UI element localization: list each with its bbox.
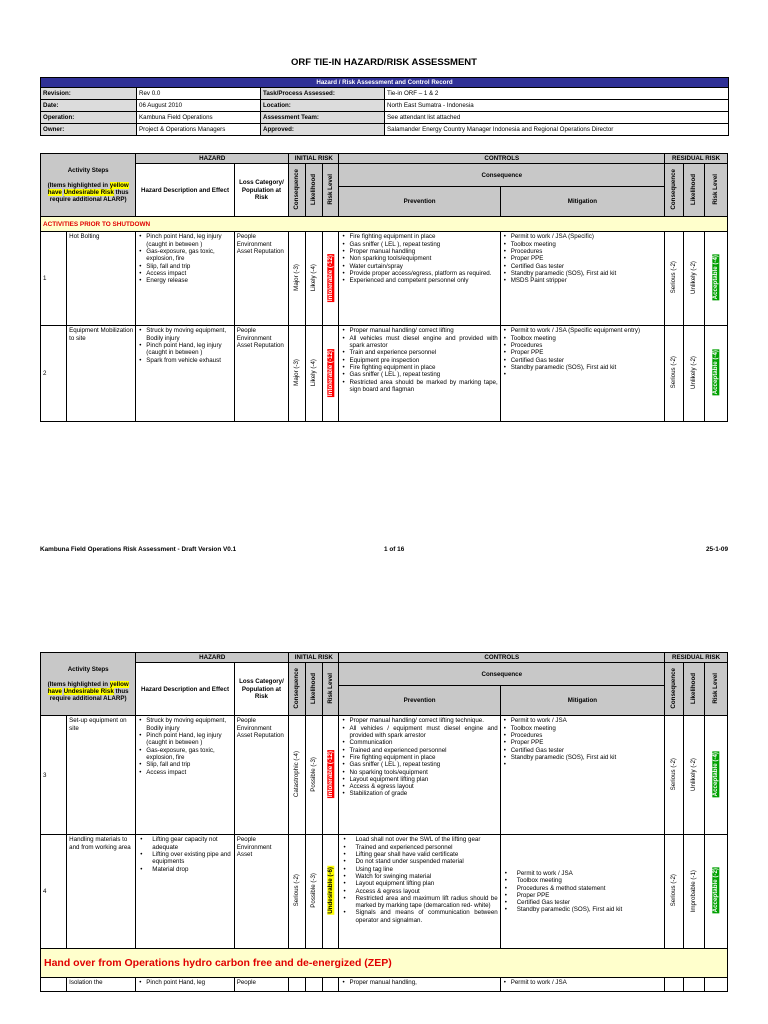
- initial-risk-level: Intolerable (-12): [326, 254, 334, 301]
- bullet-item: • Experienced and competent personnel only: [349, 277, 497, 284]
- residual-risk-header: RESIDUAL RISK: [665, 653, 728, 663]
- initial-likelihood: Possible (-3): [310, 756, 318, 792]
- bullet-item: • Using tag line: [355, 866, 497, 873]
- step-number: 2: [41, 326, 67, 422]
- hazard-description: [136, 716, 234, 835]
- bullet-item: • Certified Gas tester: [517, 899, 662, 906]
- bullet-item: • Non sparking tools/equipment: [349, 255, 497, 262]
- footer-date: 25-1-09: [705, 546, 728, 553]
- bullet-item: • Stabilization of grade: [349, 790, 497, 797]
- initial-risk-level: Intolerable (-12): [326, 751, 334, 798]
- bullet-item: • Gas sniffer ( LEL ), repeat testing: [349, 241, 497, 248]
- mitigation-controls: [500, 716, 664, 835]
- residual-likelihood: Improbable (-1): [690, 869, 698, 912]
- residual-likelihood: Unlikely (-2): [690, 757, 698, 791]
- bullet-item: • Gas-exposure, gas toxic, explosion, fire: [146, 248, 231, 263]
- prevention-controls: [339, 835, 500, 949]
- record-value: Project & Operations Managers: [137, 124, 261, 136]
- hazard-header: HAZARD: [136, 154, 289, 164]
- bullet-item: • Trained and experienced personnel: [355, 844, 497, 851]
- initial-consequence: Major (-3): [293, 264, 301, 292]
- footer-page-number: 1 of 16: [384, 546, 405, 553]
- bullet-item: • Train and experience personnel: [349, 349, 497, 356]
- bullet-item: • Fire fighting equipment in place: [349, 754, 497, 761]
- bullet-item: • All vehicles / equipment must diesel engine and provided with spark arrestor: [349, 725, 497, 740]
- controls-header: CONTROLS: [339, 653, 665, 663]
- bullet-item: • Watch for swinging material: [355, 873, 497, 880]
- mitigation-header: Mitigation: [500, 187, 664, 217]
- bullet-item: • No sparking tools/equipment: [349, 769, 497, 776]
- residual-risk-level: Acceptable (-4): [712, 350, 720, 395]
- bullet-item: • Proper PPE: [511, 739, 662, 746]
- prevention-controls: [339, 232, 500, 326]
- bullet-item: • Certified Gas tester: [511, 747, 662, 754]
- residual-risk-level: Acceptable (-4): [712, 255, 720, 300]
- bullet-item: • Layout equipment lifting plan: [349, 776, 497, 783]
- step-number: 1: [41, 232, 67, 326]
- consequence-col-header: Consequence: [293, 667, 301, 709]
- bullet-item: • Signals and means of communication between operator and signalman.: [355, 909, 497, 924]
- bullet-item: • Toolbox meeting: [517, 877, 662, 884]
- bullet-item: • Permit to work / JSA: [517, 870, 662, 877]
- bullet-item: • Access impact: [146, 270, 231, 277]
- bullet-item: • Fire fighting equipment in place: [349, 364, 497, 371]
- record-table: [40, 77, 729, 136]
- prevention-header: Prevention: [339, 686, 500, 716]
- record-value: Kambuna Field Operations: [137, 112, 261, 124]
- consequence-header: Consequence: [339, 663, 665, 686]
- bullet-item: • Proper manual handling/ correct lifting technique.: [349, 717, 497, 724]
- residual-risk-level-col-header: Risk Level: [712, 173, 720, 205]
- bullet-item: • Gas sniffer ( LEL ), repeat testing: [349, 761, 497, 768]
- bullet-item: • Standby paramedic (SOS), First aid kit: [511, 754, 662, 761]
- bullet-item: • Do not stand under suspended material: [355, 858, 497, 865]
- activity-step: Equipment Mobilization to site: [67, 326, 136, 422]
- loss-category-header: Loss Category/ Population at Risk: [234, 663, 288, 716]
- record-value: Salamander Energy Country Manager Indonesia and Regional Operations Director: [385, 124, 729, 136]
- residual-risk-level: Acceptable (-4): [712, 751, 720, 797]
- bullet-item: • Certified Gas tester: [511, 357, 662, 364]
- bullet-item: • Permit to work / JSA (Specific equipment entry): [511, 327, 662, 334]
- bullet-item: • Certified Gas tester: [511, 263, 662, 270]
- controls-header: CONTROLS: [339, 154, 665, 164]
- hazard-description-header: Hazard Description and Effect: [136, 663, 234, 716]
- record-label: Assessment Team:: [261, 112, 385, 124]
- loss-category-header: Loss Category/ Population at Risk: [234, 164, 288, 217]
- record-header: Hazard / Risk Assessment and Control Record: [41, 78, 729, 88]
- risk-level-col-header: Risk Level: [326, 672, 334, 704]
- record-label: Location:: [261, 100, 385, 112]
- bullet-item: • Permit to work / JSA (Specific): [511, 233, 662, 240]
- bullet-item: • Pinch point Hand, leg injury (caught in between ): [146, 732, 231, 747]
- table-row: [41, 232, 728, 326]
- bullet-item: • Gas-exposure, gas toxic, explosion, fire: [146, 747, 231, 762]
- residual-consequence: Serious (-2): [670, 757, 678, 791]
- initial-risk-header: INITIAL RISK: [289, 653, 339, 663]
- bullet-item: • Struck by moving equipment, Bodily injury: [146, 327, 231, 342]
- mitigation-controls: [500, 326, 664, 422]
- bullet-item: • Struck by moving equipment, Bodily injury: [146, 717, 231, 732]
- loss-category: People: [234, 978, 288, 992]
- bullet-item: • Standby paramedic (SOS), First aid kit: [511, 364, 662, 371]
- initial-consequence: Catastrophic (-4): [293, 751, 301, 798]
- mitigation-controls: [500, 232, 664, 326]
- hazard-description: [136, 835, 234, 949]
- record-label: Date:: [41, 100, 137, 112]
- residual-consequence: Serious (-2): [670, 261, 678, 294]
- bullet-item: • Proper manual handling,: [349, 979, 497, 986]
- residual-likelihood: Unlikely (-2): [690, 261, 698, 295]
- bullet-item: • Toolbox meeting: [511, 335, 662, 342]
- consequence-header: Consequence: [339, 164, 665, 187]
- bullet-item: • Standby paramedic (SOS), First aid kit: [517, 906, 662, 913]
- bullet-item: • Pinch point Hand, leg injury (caught in between ): [146, 233, 231, 248]
- record-value: 06 August 2010: [137, 100, 261, 112]
- mitigation-controls: [500, 835, 664, 949]
- activity-step: Hot Bolting: [67, 232, 136, 326]
- bullet-item: • Spark from vehicle exhaust: [146, 357, 231, 364]
- bullet-item: • Proper PPE: [511, 255, 662, 262]
- residual-likelihood-col-header: Likelihood: [690, 672, 698, 704]
- bullet-item: • Proper PPE: [511, 349, 662, 356]
- bullet-item: • Gas sniffer ( LEL ), repeat testing: [349, 371, 497, 378]
- record-label: Approved:: [261, 124, 385, 136]
- record-label: Revision:: [41, 88, 137, 100]
- loss-category: People Environment Asset Reputation: [234, 326, 288, 422]
- bullet-item: • Provide proper access/egress, platform as required.: [349, 270, 497, 277]
- initial-likelihood: Likely (-4): [310, 359, 318, 387]
- bullet-item: • Layout equipment lifting plan: [355, 880, 497, 887]
- bullet-item: • Permit to work / JSA: [511, 979, 662, 986]
- loss-category: People Environment Asset Reputation: [234, 232, 288, 326]
- record-label: Owner:: [41, 124, 137, 136]
- bullet-item: • Pinch point Hand, leg: [146, 979, 231, 986]
- bullet-item: • Access & egress layout: [355, 888, 497, 895]
- bullet-item: • Equipment pre inspection: [349, 357, 497, 364]
- bullet-item: • Slip, fall and trip: [146, 761, 231, 768]
- section-heading: Hand over from Operations hydro carbon free and de-energized (ZEP): [41, 949, 728, 978]
- bullet-item: • Energy release: [146, 277, 231, 284]
- residual-risk-level: Acceptable (-2): [712, 868, 720, 913]
- footer-left: Kambuna Field Operations Risk Assessment - Draft Version V0.1: [40, 546, 237, 553]
- bullet-item: • Restricted area and maximum lift radius should be marked by marking tape (demarcation red- white): [355, 895, 497, 910]
- hazard-description: [136, 232, 234, 326]
- mitigation-header: Mitigation: [500, 686, 664, 716]
- record-value: North East Sumatra - Indonesia: [385, 100, 729, 112]
- record-value: Rev 0.0: [137, 88, 261, 100]
- step-number: 3: [41, 716, 67, 835]
- table-row: [41, 716, 728, 835]
- table-row: [41, 326, 728, 422]
- residual-likelihood-col-header: Likelihood: [690, 173, 698, 205]
- table-row: [41, 978, 728, 992]
- activity-step: Isolation the: [67, 978, 136, 992]
- bullet-item: • Proper manual handling/ correct lifting: [349, 327, 497, 334]
- residual-consequence-col-header: Consequence: [670, 667, 678, 709]
- initial-consequence: Major (-3): [293, 359, 301, 387]
- record-value: See attendant list attached: [385, 112, 729, 124]
- likelihood-col-header: Likelihood: [310, 672, 318, 704]
- bullet-item: • All vehicles must diesel engine and provided with spark arrestor: [349, 335, 497, 350]
- activity-steps-header: Activity Steps (Items highlighted in yellow have Undesirable Risk thus require additional ALARP): [41, 154, 136, 217]
- bullet-item: • Lifting gear shall have valid certificate: [355, 851, 497, 858]
- initial-risk-level: Intolerable (-12): [326, 349, 334, 396]
- residual-consequence: Serious (-2): [670, 874, 678, 907]
- residual-risk-level-col-header: Risk Level: [712, 672, 720, 704]
- bullet-item: • Toolbox meeting: [511, 241, 662, 248]
- bullet-item: • Procedures: [511, 248, 662, 255]
- record-value: Tie-in ORF – 1 & 2: [385, 88, 729, 100]
- activity-step: Handling materials to and from working area: [67, 835, 136, 949]
- bullet-item: • Proper manual handling: [349, 248, 497, 255]
- bullet-item: • Procedures: [511, 342, 662, 349]
- consequence-col-header: Consequence: [293, 168, 301, 210]
- bullet-item: • Proper PPE: [517, 892, 662, 899]
- activity-step: Set-up equipment on site: [67, 716, 136, 835]
- bullet-item: • Access impact: [146, 769, 231, 776]
- bullet-item: • Lifting gear capacity not adequate: [152, 836, 231, 851]
- bullet-item: • Slip, fall and trip: [146, 263, 231, 270]
- activity-steps-header: Activity Steps (Items highlighted in yellow have Undesirable Risk thus require additional ALARP): [41, 653, 136, 716]
- risk-level-col-header: Risk Level: [326, 173, 334, 205]
- initial-risk-header: INITIAL RISK: [289, 154, 339, 164]
- bullet-item: • Procedures: [511, 732, 662, 739]
- initial-consequence: Serious (-2): [293, 874, 301, 907]
- residual-consequence-col-header: Consequence: [670, 168, 678, 210]
- bullet-item: • Permit to work / JSA: [511, 717, 662, 724]
- residual-risk-header: RESIDUAL RISK: [665, 154, 728, 164]
- bullet-item: • Procedures & method statement: [517, 885, 662, 892]
- bullet-item: • Water curtain/spray: [349, 263, 497, 270]
- loss-category: People Environment Asset Reputation: [234, 716, 288, 835]
- bullet-item: • Restricted area should be marked by marking tape, sign board and flagman: [349, 379, 497, 394]
- record-label: Operation:: [41, 112, 137, 124]
- bullet-item: • Lifting over existing pipe and equipments: [152, 851, 231, 866]
- bullet-item: • Standby paramedic (SOS), First aid kit: [511, 270, 662, 277]
- initial-likelihood: Possible (-3): [310, 873, 318, 909]
- prevention-controls: [339, 326, 500, 422]
- residual-likelihood: Unlikely (-2): [690, 356, 698, 390]
- loss-category: People Environment Asset: [234, 835, 288, 949]
- hazard-header: HAZARD: [136, 653, 289, 663]
- hazard-description-header: Hazard Description and Effect: [136, 164, 234, 217]
- bullet-item: • Toolbox meeting: [511, 725, 662, 732]
- prevention-controls: [339, 716, 500, 835]
- record-label: Task/Process Assessed:: [261, 88, 385, 100]
- bullet-item: • Load shall not over the SWL of the lifting gear: [355, 836, 497, 843]
- residual-consequence: Serious (-2): [670, 356, 678, 389]
- section-heading: ACTIVITIES PRIOR TO SHUTDOWN: [41, 217, 728, 232]
- document-title: ORF TIE-IN HAZARD/RISK ASSESSMENT: [291, 57, 477, 68]
- table-row: [41, 835, 728, 949]
- bullet-item: • Pinch point Hand, leg injury (caught in between ): [146, 342, 231, 357]
- bullet-item: • Communication: [349, 739, 497, 746]
- risk-table-page1: [40, 153, 728, 422]
- hazard-description: [136, 326, 234, 422]
- bullet-item: • Trained and experienced personnel: [349, 747, 497, 754]
- prevention-header: Prevention: [339, 187, 500, 217]
- bullet-item: • Fire fighting equipment in place: [349, 233, 497, 240]
- likelihood-col-header: Likelihood: [310, 173, 318, 205]
- initial-likelihood: Likely (-4): [310, 264, 318, 292]
- bullet-item: • Access & egress layout: [349, 783, 497, 790]
- risk-table-page2: [40, 652, 728, 992]
- bullet-item: • MSDS Paint stripper: [511, 277, 662, 284]
- step-number: 4: [41, 835, 67, 949]
- bullet-item: • Material drop: [152, 866, 231, 873]
- initial-risk-level: Undesirable (-6): [326, 867, 334, 915]
